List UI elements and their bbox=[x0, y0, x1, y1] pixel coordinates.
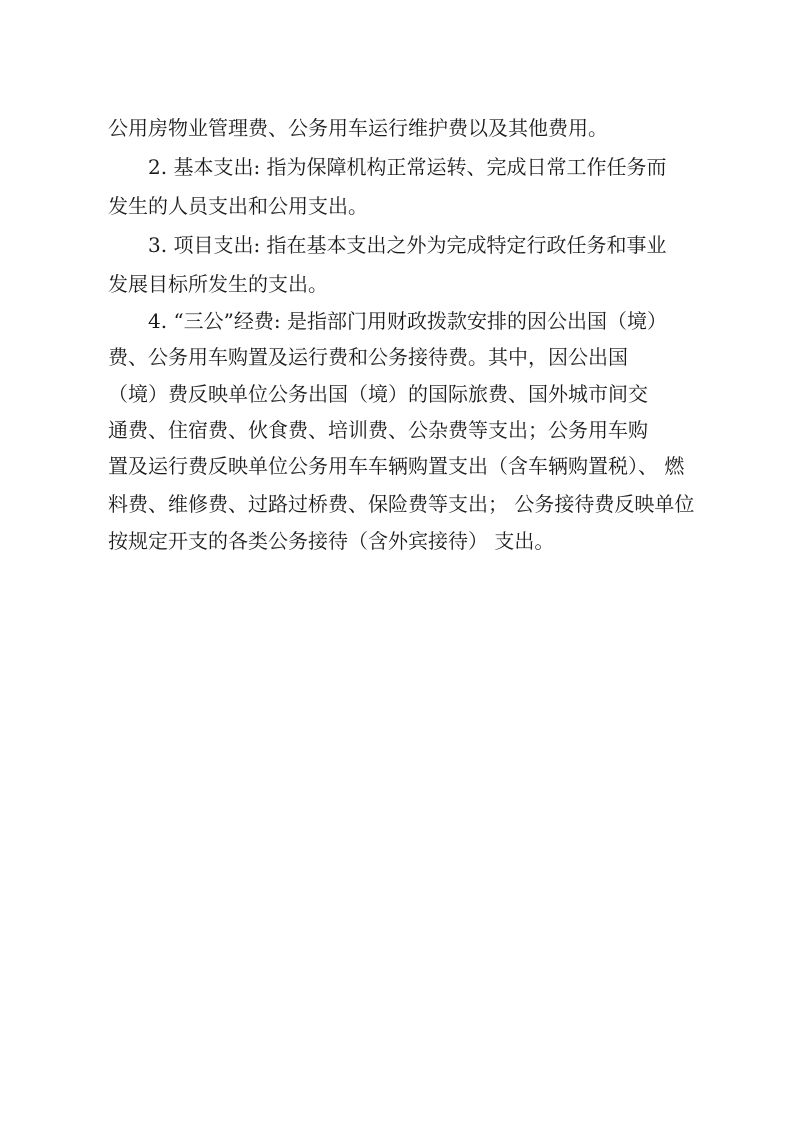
paragraph-line: 料费、维修费、过路过桥费、保险费等支出； 公务接待费反映单位 bbox=[108, 492, 695, 516]
paragraph-line: 发生的人员支出和公用支出。 bbox=[108, 194, 368, 218]
paragraph-line: 发展目标所发生的支出。 bbox=[108, 272, 328, 296]
paragraph-line: 费、公务用车购置及运行费和公务接待费。其中，因公出国 bbox=[108, 345, 628, 369]
paragraph-line: （境）费反映单位公务出国（境）的国际旅费、国外城市间交 bbox=[108, 382, 648, 406]
item-2-basic-expenditure-line: 2. 基本支出: 指为保障机构正常运转、完成日常工作任务而 bbox=[148, 155, 667, 179]
paragraph-line: 通费、住宿费、伙食费、培训费、公杂费等支出；公务用车购 bbox=[108, 418, 648, 442]
item-3-project-expenditure-line: 3. 项目支出: 指在基本支出之外为完成特定行政任务和事业 bbox=[148, 233, 667, 257]
paragraph-line: 按规定开支的各类公务接待（含外宾接待） 支出。 bbox=[108, 529, 555, 553]
paragraph-line: 置及运行费反映单位公务用车车辆购置支出（含车辆购置税）、 燃 bbox=[108, 454, 685, 478]
item-4-three-public-expenses-line: 4. “三公”经费: 是指部门用财政拨款安排的因公出国（境） bbox=[148, 309, 667, 333]
paragraph-line: 公用房物业管理费、公务用车运行维护费以及其他费用。 bbox=[108, 116, 608, 140]
